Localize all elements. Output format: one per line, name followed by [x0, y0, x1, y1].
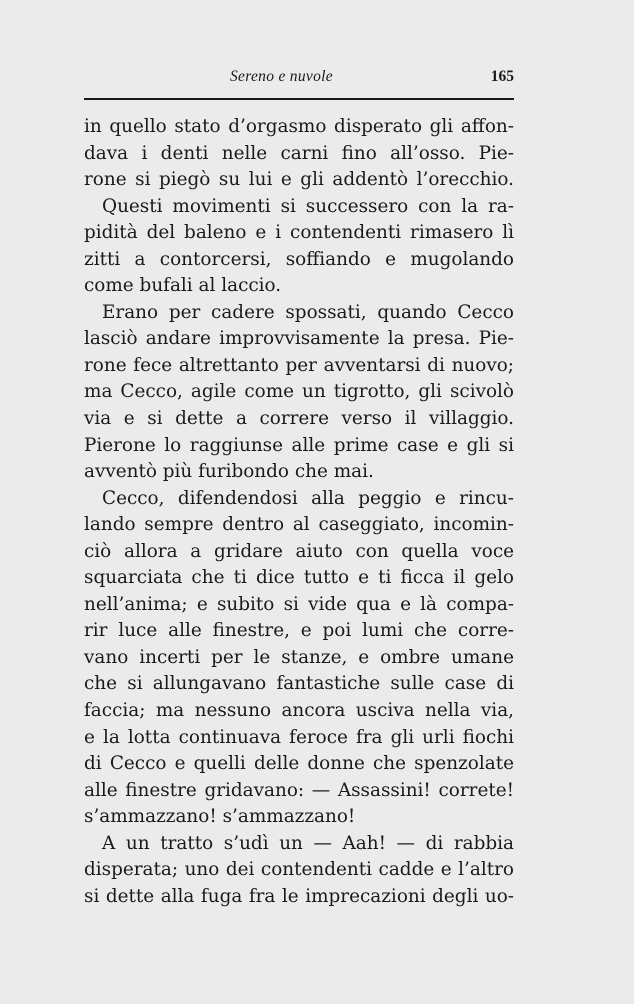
text-line: ma Cecco, agile come un tigrotto, gli scivolò	[84, 381, 514, 403]
text-line: s’ammazzano! s’ammazzano!	[84, 806, 356, 828]
text-line: Cecco, difendendosi alla peggio e rincu-	[102, 487, 514, 509]
text-line: ciò allora a gridare aiuto con quella voce	[84, 540, 514, 562]
text-line: squarciata che ti dice tutto e ti ficca il gelo	[84, 567, 514, 589]
text-line: di Cecco e quelli delle donne che spenzolate	[84, 753, 514, 775]
text-line: faccia; ma nessuno ancora usciva nella via,	[84, 700, 514, 722]
header-rule	[84, 98, 514, 100]
text-line: pidità del baleno e i contendenti rimasero lì	[84, 222, 514, 244]
text-line: rone si piegò su lui e gli addentò l’orecchio.	[84, 169, 514, 191]
text-line: alle finestre gridavano: — Assassini! correte!	[84, 779, 514, 801]
text-line: lasciò andare improvvisamente la presa. Pie-	[84, 328, 514, 350]
text-line: nell’anima; e subito si vide qua e là compa-	[84, 593, 514, 615]
text-line: dava i denti nelle carni fino all’osso. Pie-	[84, 142, 514, 164]
text-line: in quello stato d’orgasmo disperato gli affon-	[84, 116, 514, 137]
running-title: Sereno e nuvole	[230, 68, 333, 85]
text-line: e la lotta continuava feroce fra gli urli fiochi	[84, 726, 514, 748]
text-line: Questi movimenti si successero con la ra-	[102, 195, 514, 217]
text-line: rone fece altrettanto per avventarsi di nuovo;	[84, 354, 514, 376]
text-line: come bufali al laccio.	[84, 275, 282, 297]
text-line: via e si dette a correre verso il villaggio.	[84, 408, 514, 430]
text-line: Pierone lo raggiunse alle prime case e gli si	[84, 434, 514, 456]
text-line: A un tratto s’udì un — Aah! — di rabbia	[102, 832, 514, 854]
body-text	[84, 114, 514, 910]
page-header	[84, 62, 514, 92]
text-line: disperata; uno dei contendenti cadde e l’altro	[84, 859, 514, 881]
text-line: rir luce alle finestre, e poi lumi che corre-	[84, 620, 514, 642]
page-number: 165	[490, 68, 514, 85]
text-line: vano incerti per le stanze, e ombre umane	[84, 646, 514, 668]
text-line: Erano per cadere spossati, quando Cecco	[102, 301, 514, 323]
text-line: zitti a contorcersi, soffiando e mugolando	[84, 248, 514, 270]
text-line: si dette alla fuga fra le imprecazioni degli uo-	[84, 885, 514, 907]
text-line: avventò più furibondo che mai.	[84, 461, 374, 483]
text-line: che si allungavano fantastiche sulle case di	[84, 673, 514, 695]
text-line: lando sempre dentro al caseggiato, incomin-	[84, 514, 514, 536]
